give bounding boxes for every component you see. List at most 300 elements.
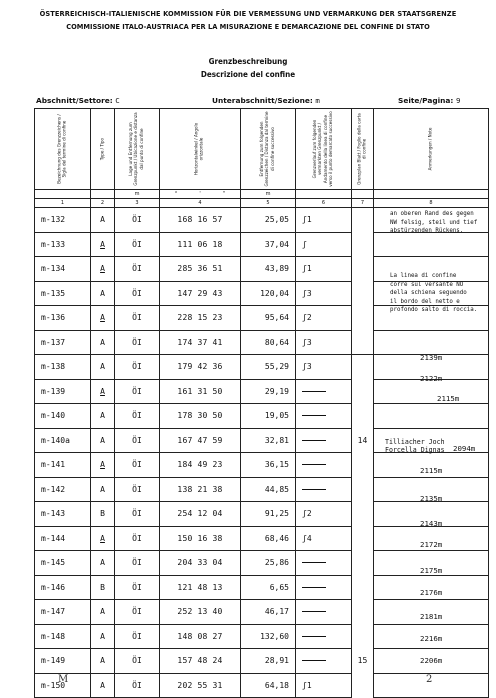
marker-id-text: m-136 [41,313,66,323]
marker-distance-text: 32,81 [264,435,289,445]
marker-angle-text: 138 21 38 [177,484,223,494]
marker-type [91,379,115,404]
marker-angle-text: 202 55 31 [177,680,223,690]
boundary-course [296,379,352,404]
marker-id [35,551,91,576]
marker-angle [160,453,241,478]
marker-type-text: A [100,460,105,470]
boundary-course-text: ʃ4 [302,533,312,543]
marker-type [91,649,115,674]
marker-type-text: A [100,362,105,372]
col-num-1: 1 [35,199,91,208]
marker-distance [241,232,296,257]
boundary-course-text: ʃ3 [302,337,312,347]
marker-id-text: m-143 [41,509,66,519]
marker-id-text: m-137 [41,337,66,347]
note-place-de: Tilliacher Joch [385,438,445,446]
marker-id [35,208,91,233]
marker-location [115,428,160,453]
col-num-7: 7 [352,199,374,208]
marker-type-text: A [100,484,105,494]
marker-angle-text: 157 48 24 [177,656,223,666]
marker-id-text: m-132 [41,215,66,225]
marker-angle [160,649,241,674]
boundary-course-text: ʃ [302,239,307,249]
boundary-course-text [302,415,326,416]
subsection-field [212,96,320,105]
marker-location [115,355,160,380]
boundary-course [296,281,352,306]
sheet-cell [352,649,374,674]
elevation-label: 2115m [437,394,460,403]
marker-distance-text: 37,04 [264,239,289,249]
col-num-6: 6 [296,199,352,208]
marker-angle [160,502,241,527]
marker-id [35,624,91,649]
col-head-3: Lage und Entfernung zum Grenzpunkt / Ubicazione e distanza dal punto di confine [115,109,160,190]
unit-4-min: ' [199,191,201,197]
marker-distance [241,281,296,306]
marker-type [91,600,115,625]
marker-location-text: ÖI [132,239,142,249]
boundary-course-text [302,611,326,612]
marker-distance-text: 120,04 [260,288,289,298]
marker-type-text: B [100,509,105,519]
boundary-course [296,502,352,527]
marker-angle [160,330,241,355]
sheet-cell [352,379,374,404]
marker-id-text: m-134 [41,264,66,274]
marker-id [35,379,91,404]
marker-location-text: ÖI [132,533,142,543]
marker-type [91,330,115,355]
marker-id-text: m-138 [41,362,66,372]
col-head-4: Horizontalwinkel / Angolo orizzontale [160,109,241,190]
marker-id-text: m-148 [41,631,66,641]
marker-id-text: m-142 [41,484,66,494]
note-it-2: corre sul versante NO [390,281,464,288]
note-de-3: abstürzenden Rückens. [390,228,464,234]
elevation-label: 2206m [420,656,443,665]
marker-type-text: A [100,386,105,396]
marker-angle-text: 148 08 27 [177,631,223,641]
marker-type [91,502,115,527]
footer-mark-left: M [58,674,69,685]
marker-type [91,624,115,649]
marker-location-text: ÖI [132,411,142,421]
boundary-course-text: ʃ1 [302,680,312,690]
marker-distance [241,551,296,576]
marker-angle-text: 252 13 40 [177,607,223,617]
marker-angle-text: 204 33 04 [177,558,223,568]
sheet-cell [352,330,374,355]
boundary-course [296,453,352,478]
col-head-8: Anmerkungen / Note [374,109,489,190]
elevation-label: 2139m [420,353,443,362]
marker-location [115,600,160,625]
boundary-course [296,257,352,282]
marker-distance [241,624,296,649]
marker-type [91,306,115,331]
boundary-course-text [302,440,326,441]
marker-distance-text: 68,46 [264,533,289,543]
marker-angle [160,624,241,649]
marker-distance [241,428,296,453]
elevation-label: 2172m [420,540,443,549]
marker-id-text: m-140a [41,435,70,445]
boundary-course-text: ʃ1 [302,215,312,225]
note-it [390,272,477,315]
marker-angle [160,232,241,257]
header-line-de: ÖSTERREICHISCH-ITALIENISCHE KOMMISSION FÜR DIE VERMESSUNG UND VERMARKUNG DER STAATSGRENZE [39,9,457,18]
marker-angle [160,404,241,429]
col-head-1: Bezeichnung des Grenzzeichens / Sigla del termine di confine [35,109,91,190]
unit-4-deg: ° [174,191,178,197]
page-field [398,96,460,105]
marker-type [91,526,115,551]
section-label: Abschnitt/Settore: [36,96,113,105]
marker-angle [160,551,241,576]
marker-angle [160,306,241,331]
marker-location [115,281,160,306]
marker-id-text: m-149 [41,656,66,666]
marker-angle-text: 174 37 41 [177,337,223,347]
note-place [385,438,445,454]
sheet-cell [352,208,374,233]
marker-angle [160,257,241,282]
marker-angle-text: 254 12 04 [177,509,223,519]
marker-distance-text: 44,85 [264,484,289,494]
marker-type-text: A [100,215,105,225]
unit-2 [91,190,115,199]
marker-location-text: ÖI [132,313,142,323]
marker-location [115,649,160,674]
note-it-1: La linea di confine [390,273,457,279]
marker-distance [241,502,296,527]
marker-distance-text: 25,86 [264,558,289,568]
col-head-7: Grenzplan Blatt / Foglio della carta di confine [352,109,374,190]
marker-location-text: ÖI [132,288,142,298]
marker-angle [160,281,241,306]
marker-angle-text: 179 42 36 [177,362,223,372]
unit-6 [296,190,352,199]
unit-5: m [241,190,296,199]
marker-location [115,232,160,257]
marker-distance-text: 91,25 [264,509,289,519]
boundary-course-text: ʃ2 [302,509,312,519]
marker-distance [241,404,296,429]
sheet-cell [352,232,374,257]
table-row [35,232,489,257]
marker-id [35,306,91,331]
marker-type-text: A [100,264,105,274]
boundary-course-text [302,636,326,637]
marker-distance [241,526,296,551]
marker-id [35,330,91,355]
marker-type-text: A [100,435,105,445]
marker-location [115,673,160,698]
marker-id [35,453,91,478]
marker-id [35,404,91,429]
marker-angle-text: 178 30 50 [177,411,223,421]
page-value: 9 [455,96,461,105]
note-de [390,210,477,236]
marker-location [115,306,160,331]
marker-distance [241,575,296,600]
marker-angle-text: 167 47 59 [177,435,223,445]
marker-id-text: m-144 [41,533,66,543]
marker-type-text: A [100,337,105,347]
table-row [35,673,489,698]
boundary-course [296,330,352,355]
marker-type [91,551,115,576]
marker-location [115,551,160,576]
marker-angle-text: 111 06 18 [177,239,223,249]
marker-location [115,257,160,282]
elevation-label: 2143m [420,519,443,528]
marker-distance-text: 46,17 [264,607,289,617]
marker-distance-text: 55,29 [264,362,289,372]
subsection-label: Unterabschnitt/Sezione: [212,96,313,105]
sheet-cell [352,673,374,698]
note-it-4: il bordo del netto e [390,298,460,305]
marker-location-text: ÖI [132,460,142,470]
marker-location [115,330,160,355]
marker-location [115,624,160,649]
note-place-it: Forcella Dignas [385,446,445,454]
col-num-2: 2 [91,199,115,208]
marker-distance [241,257,296,282]
marker-id [35,257,91,282]
boundary-course-text [302,464,326,465]
marker-type [91,428,115,453]
unit-8 [374,190,489,199]
boundary-course [296,428,352,453]
note-de-2: NW felsig, steil und tief [390,219,478,226]
sheet-cell [352,575,374,600]
marker-id [35,281,91,306]
marker-id-text: m-147 [41,607,66,617]
marker-type [91,673,115,698]
marker-distance-text: 19,05 [264,411,289,421]
sheet-cell [352,624,374,649]
sheet-cell [352,551,374,576]
marker-type-text: A [100,656,105,666]
marker-id [35,428,91,453]
marker-location [115,404,160,429]
marker-distance [241,600,296,625]
col-head-5: Entfernung zum folgenden Grenzzeichen / Distanza dal termine di confine successivo [241,109,296,190]
marker-distance-text: 80,64 [264,337,289,347]
elevation-label: 2135m [420,494,443,503]
boundary-course [296,306,352,331]
marker-angle [160,208,241,233]
marker-angle [160,575,241,600]
boundary-course [296,551,352,576]
marker-angle [160,477,241,502]
marker-type-text: A [100,239,105,249]
elevation-label: 2176m [420,588,443,597]
marker-angle-text: 168 16 57 [177,215,223,225]
marker-id-text: m-135 [41,288,66,298]
marker-id-text: m-150 [41,680,66,690]
sheet-cell [352,257,374,282]
note-it-3: della schiena seguendo [390,290,467,296]
boundary-course [296,208,352,233]
marker-location-text: ÖI [132,631,142,641]
boundary-course-text: ʃ3 [302,362,312,372]
marker-location-text: ÖI [132,656,142,666]
marker-distance [241,330,296,355]
marker-type-text: A [100,607,105,617]
marker-location-text: ÖI [132,484,142,494]
marker-location [115,453,160,478]
marker-id-text: m-140 [41,411,66,421]
marker-id [35,232,91,257]
marker-angle [160,600,241,625]
marker-distance-text: 28,91 [264,656,289,666]
boundary-course-text: ʃ2 [302,313,312,323]
note-cell [374,330,489,355]
marker-location-text: ÖI [132,337,142,347]
marker-location-text: ÖI [132,509,142,519]
marker-type [91,477,115,502]
marker-location-text: ÖI [132,386,142,396]
marker-distance-text: 95,64 [264,313,289,323]
marker-type-text: A [100,558,105,568]
marker-location-text: ÖI [132,215,142,225]
boundary-course [296,232,352,257]
marker-id [35,355,91,380]
boundary-course-text [302,587,326,588]
marker-distance-text: 36,15 [264,460,289,470]
marker-type-text: A [100,288,105,298]
marker-angle [160,673,241,698]
boundary-course [296,624,352,649]
marker-id-text: m-141 [41,460,66,470]
elevation-label: 2181m [420,612,443,621]
col-num-4: 4 [160,199,241,208]
sheet-cell [352,355,374,380]
marker-distance-text: 6,65 [269,582,289,592]
marker-angle [160,379,241,404]
marker-angle-text: 121 48 13 [177,582,223,592]
col-num-3: 3 [115,199,160,208]
sheet-cell [352,306,374,331]
boundary-course [296,600,352,625]
title-de: Grenzbeschreibung [208,57,288,66]
subsection-value: m [315,96,320,105]
marker-id [35,649,91,674]
col-num-8: 8 [374,199,489,208]
marker-angle-text: 161 31 50 [177,386,223,396]
marker-type-text: A [100,313,105,323]
marker-location-text: ÖI [132,264,142,274]
table-row [35,330,489,355]
marker-type-text: A [100,411,105,421]
marker-type [91,208,115,233]
marker-distance-text: 64,18 [264,680,289,690]
marker-location [115,379,160,404]
elevation-label: 2115m [420,466,443,475]
footer-mark-right: 2 [426,674,433,685]
marker-id-text: m-139 [41,386,66,396]
marker-angle-text: 150 16 38 [177,533,223,543]
marker-angle [160,526,241,551]
marker-location [115,526,160,551]
boundary-course-text [302,391,326,392]
sheet-cell [352,281,374,306]
marker-distance [241,379,296,404]
marker-angle-text: 147 29 43 [177,288,223,298]
table-row [35,404,489,429]
marker-location-text: ÖI [132,607,142,617]
marker-type-text: B [100,582,105,592]
marker-angle-text: 285 36 51 [177,264,223,274]
marker-type-text: A [100,680,105,690]
marker-distance [241,208,296,233]
marker-distance [241,306,296,331]
boundary-course-text [302,660,326,661]
section-value: C [115,96,120,105]
note-de-1: an oberen Rand des gegen [390,211,474,217]
marker-id [35,600,91,625]
sheet-cell [352,526,374,551]
marker-location-text: ÖI [132,362,142,372]
marker-type [91,404,115,429]
col-num-5: 5 [241,199,296,208]
boundary-course-text [302,489,326,490]
marker-type [91,355,115,380]
marker-location [115,575,160,600]
sheet-14: 14 [357,435,368,445]
marker-distance [241,453,296,478]
marker-location-text: ÖI [132,435,142,445]
marker-angle-text: 184 49 23 [177,460,223,470]
boundary-course [296,477,352,502]
marker-id-text: m-145 [41,558,66,568]
elevation-label: 2122m [420,374,443,383]
section-field [36,96,120,105]
sheet-cell [352,404,374,429]
elevation-label: 2216m [420,634,443,643]
marker-location-text: ÖI [132,680,142,690]
boundary-course-text [302,562,326,563]
boundary-course [296,673,352,698]
boundary-course [296,649,352,674]
marker-angle [160,355,241,380]
boundary-table [34,108,489,698]
boundary-course [296,526,352,551]
unit-4 [160,190,241,199]
marker-distance [241,355,296,380]
marker-id [35,477,91,502]
sheet-cell [352,428,374,453]
boundary-course [296,355,352,380]
elevation-label: 2175m [420,566,443,575]
marker-type [91,232,115,257]
marker-id-text: m-146 [41,582,66,592]
unit-4-sec: " [222,191,226,197]
note-cell [374,404,489,429]
place-elevation: 2094m [453,444,476,453]
sheet-cell [352,502,374,527]
unit-3: m [115,190,160,199]
marker-location [115,477,160,502]
marker-id [35,526,91,551]
marker-location-text: ÖI [132,582,142,592]
marker-distance-text: 132,60 [260,631,289,641]
